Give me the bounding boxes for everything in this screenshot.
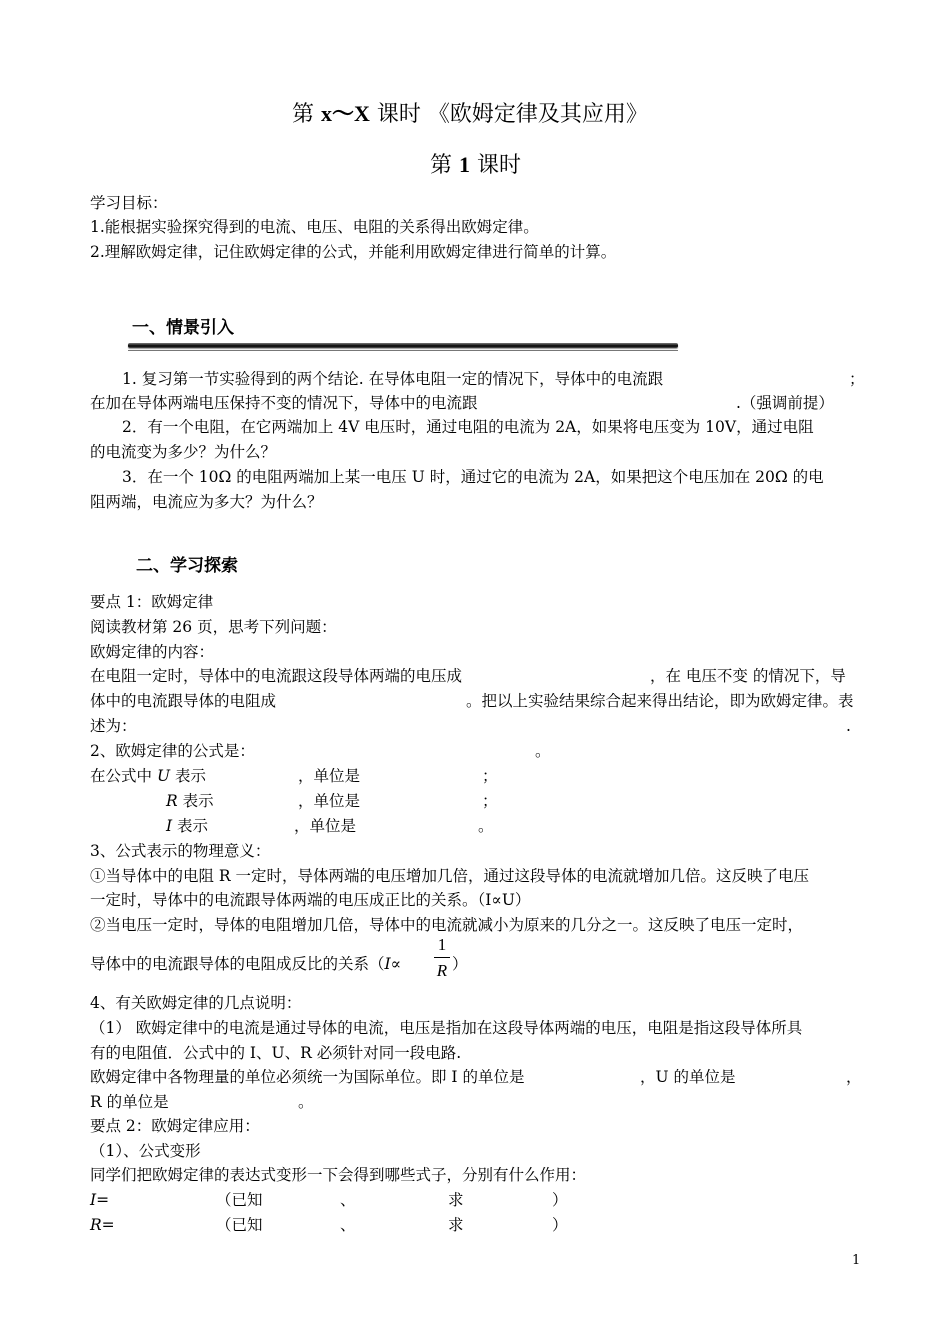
paragraph-line: 1. 复习第一节实验得到的两个结论. 在导体电阻一定的情况下，导体中的电流跟 [122,370,664,388]
subtitle-part: 第 [430,153,459,178]
page-number: 1 [852,1253,861,1268]
text-line: 欧姆定律的内容： [90,643,215,661]
paragraph-line: 的电流变为多少？为什么？ [90,443,277,461]
text: ） [552,1191,568,1209]
paragraph-line: 在加在导体两端电压保持不变的情况下，导体中的电流跟 [90,394,478,412]
text-line: 一定时，导体中的电流跟导体两端的电压成正比的关系。（I∝U） [90,891,531,909]
formula-i-line [166,815,208,837]
text-line: 欧姆定律中各物理量的单位必须统一为国际单位。即 I 的单位是 [90,1068,525,1086]
text-line: ②当电压一定时，导体的电阻增加几倍，导体中的电流就减小为原来的几分之一。这反映了电压一定时， [90,916,804,934]
paragraph-line: 阻两端，电流应为多大？为什么？ [90,493,323,511]
text-line: （1）、公式变形 [90,1142,201,1160]
text-line: （1） 欧姆定律中的电流是通过导体的电流，电压是指加在这段导体两端的电压，电阻是指这段导体所具 [90,1019,803,1037]
text-line: ，在 电压不变 的情况下，导 [650,667,846,685]
text: 在公式中 [90,767,157,785]
paragraph-line: 2．有一个电阻，在它两端加上 4V 电压时，通过电阻的电流为 2A，如果将电压变为 10V，通过电阻 [122,418,814,436]
text-line: 4、有关欧姆定律的几点说明： [90,994,302,1012]
text-line: 同学们把欧姆定律的表达式变形一下会得到哪些式子，分别有什么作用： [90,1166,587,1184]
paragraph-line: ； [849,370,865,388]
text-line: 3、公式表示的物理意义： [90,842,271,860]
text-line: 有的电阻值．公式中的 I、U、R 必须针对同一段电路. [90,1044,462,1062]
text-line: ①当导体中的电阻 R 一定时，导体两端的电压增加几倍，通过这段导体的电流就增加几倍。这反映了电压 [90,867,810,885]
section-heading: 一、情景引入 [132,318,234,338]
text-line: ，U 的单位是 [640,1068,736,1086]
subtitle-part: 1 [459,152,470,177]
text: 、 [340,1216,356,1234]
text-line [90,953,401,975]
goals-label: 学习目标： [90,194,168,212]
section-heading: 二、学习探索 [136,556,238,576]
text: （已知 [216,1191,263,1209]
text: I∝ [384,955,402,973]
text: ； [482,792,498,810]
title-part: 课时 《欧姆定律及其应用》 [369,102,648,127]
text-line: 在电阻一定时，导体中的电流跟这段导体两端的电压成 [90,667,463,685]
text: ，单位是 [298,767,361,785]
fraction-denominator: R [436,961,448,980]
fraction-numerator: 1 [437,935,447,954]
text-line: 述为： [90,717,137,735]
variable-i: I [166,817,173,835]
subtitle-part: 课时 [470,153,521,178]
text-line: 。把以上实验结果综合起来得出结论，即为欧姆定律。表 [466,692,854,710]
goal-item: 2.理解欧姆定律，记住欧姆定律的公式，并能利用欧姆定律进行简单的计算。 [90,243,617,261]
formula-row-i: I= [90,1191,110,1209]
formula-u-line [90,765,206,787]
key-point: 要点 1：欧姆定律 [90,593,214,611]
text-line: 阅读教材第 26 页，思考下列问题： [90,618,337,636]
fraction-one-over-r [432,935,452,982]
text: 表示 [172,817,209,835]
text-line: 2、欧姆定律的公式是： [90,742,255,760]
paragraph-line: 3．在一个 10Ω 的电阻两端加上某一电压 U 时，通过它的电流为 2A，如果把这个电压加在 20Ω 的电 [122,468,824,486]
variable-u: U [156,767,171,785]
text: 求 [448,1216,464,1234]
text: 导体中的电流跟导体的电阻成反比的关系（ [90,955,385,973]
text: ； [482,767,498,785]
text: ，单位是 [294,817,357,835]
text: ，单位是 [298,792,361,810]
text: ） [552,1216,568,1234]
text: 。 [478,817,494,835]
text-line: 。 [535,742,551,760]
variable-r: R [166,792,178,810]
text-line: 。 [298,1093,314,1111]
section-divider [128,343,678,348]
text: ） [452,955,468,973]
fraction-bar [434,957,450,958]
page-title [292,97,648,128]
key-point: 要点 2：欧姆定律应用： [90,1117,260,1135]
text: 、 [340,1191,356,1209]
text: 表示 [177,792,214,810]
paragraph-line: .（强调前提） [736,394,834,412]
goal-item: 1.能根据实验探究得到的电流、电压、电阻的关系得出欧姆定律。 [90,218,539,236]
text: 求 [448,1191,464,1209]
title-part: x～X [321,101,370,126]
title-part: 第 [292,102,321,127]
text-line: R 的单位是 [90,1093,169,1111]
formula-r-line [166,790,214,812]
page-subtitle [430,148,521,179]
text: （已知 [216,1216,263,1234]
text-line: 体中的电流跟导体的电阻成 [90,692,277,710]
formula-row-r: R= [90,1216,115,1234]
text-line: . [846,717,851,735]
text: 表示 [170,767,206,785]
text-line: ， [846,1068,862,1086]
